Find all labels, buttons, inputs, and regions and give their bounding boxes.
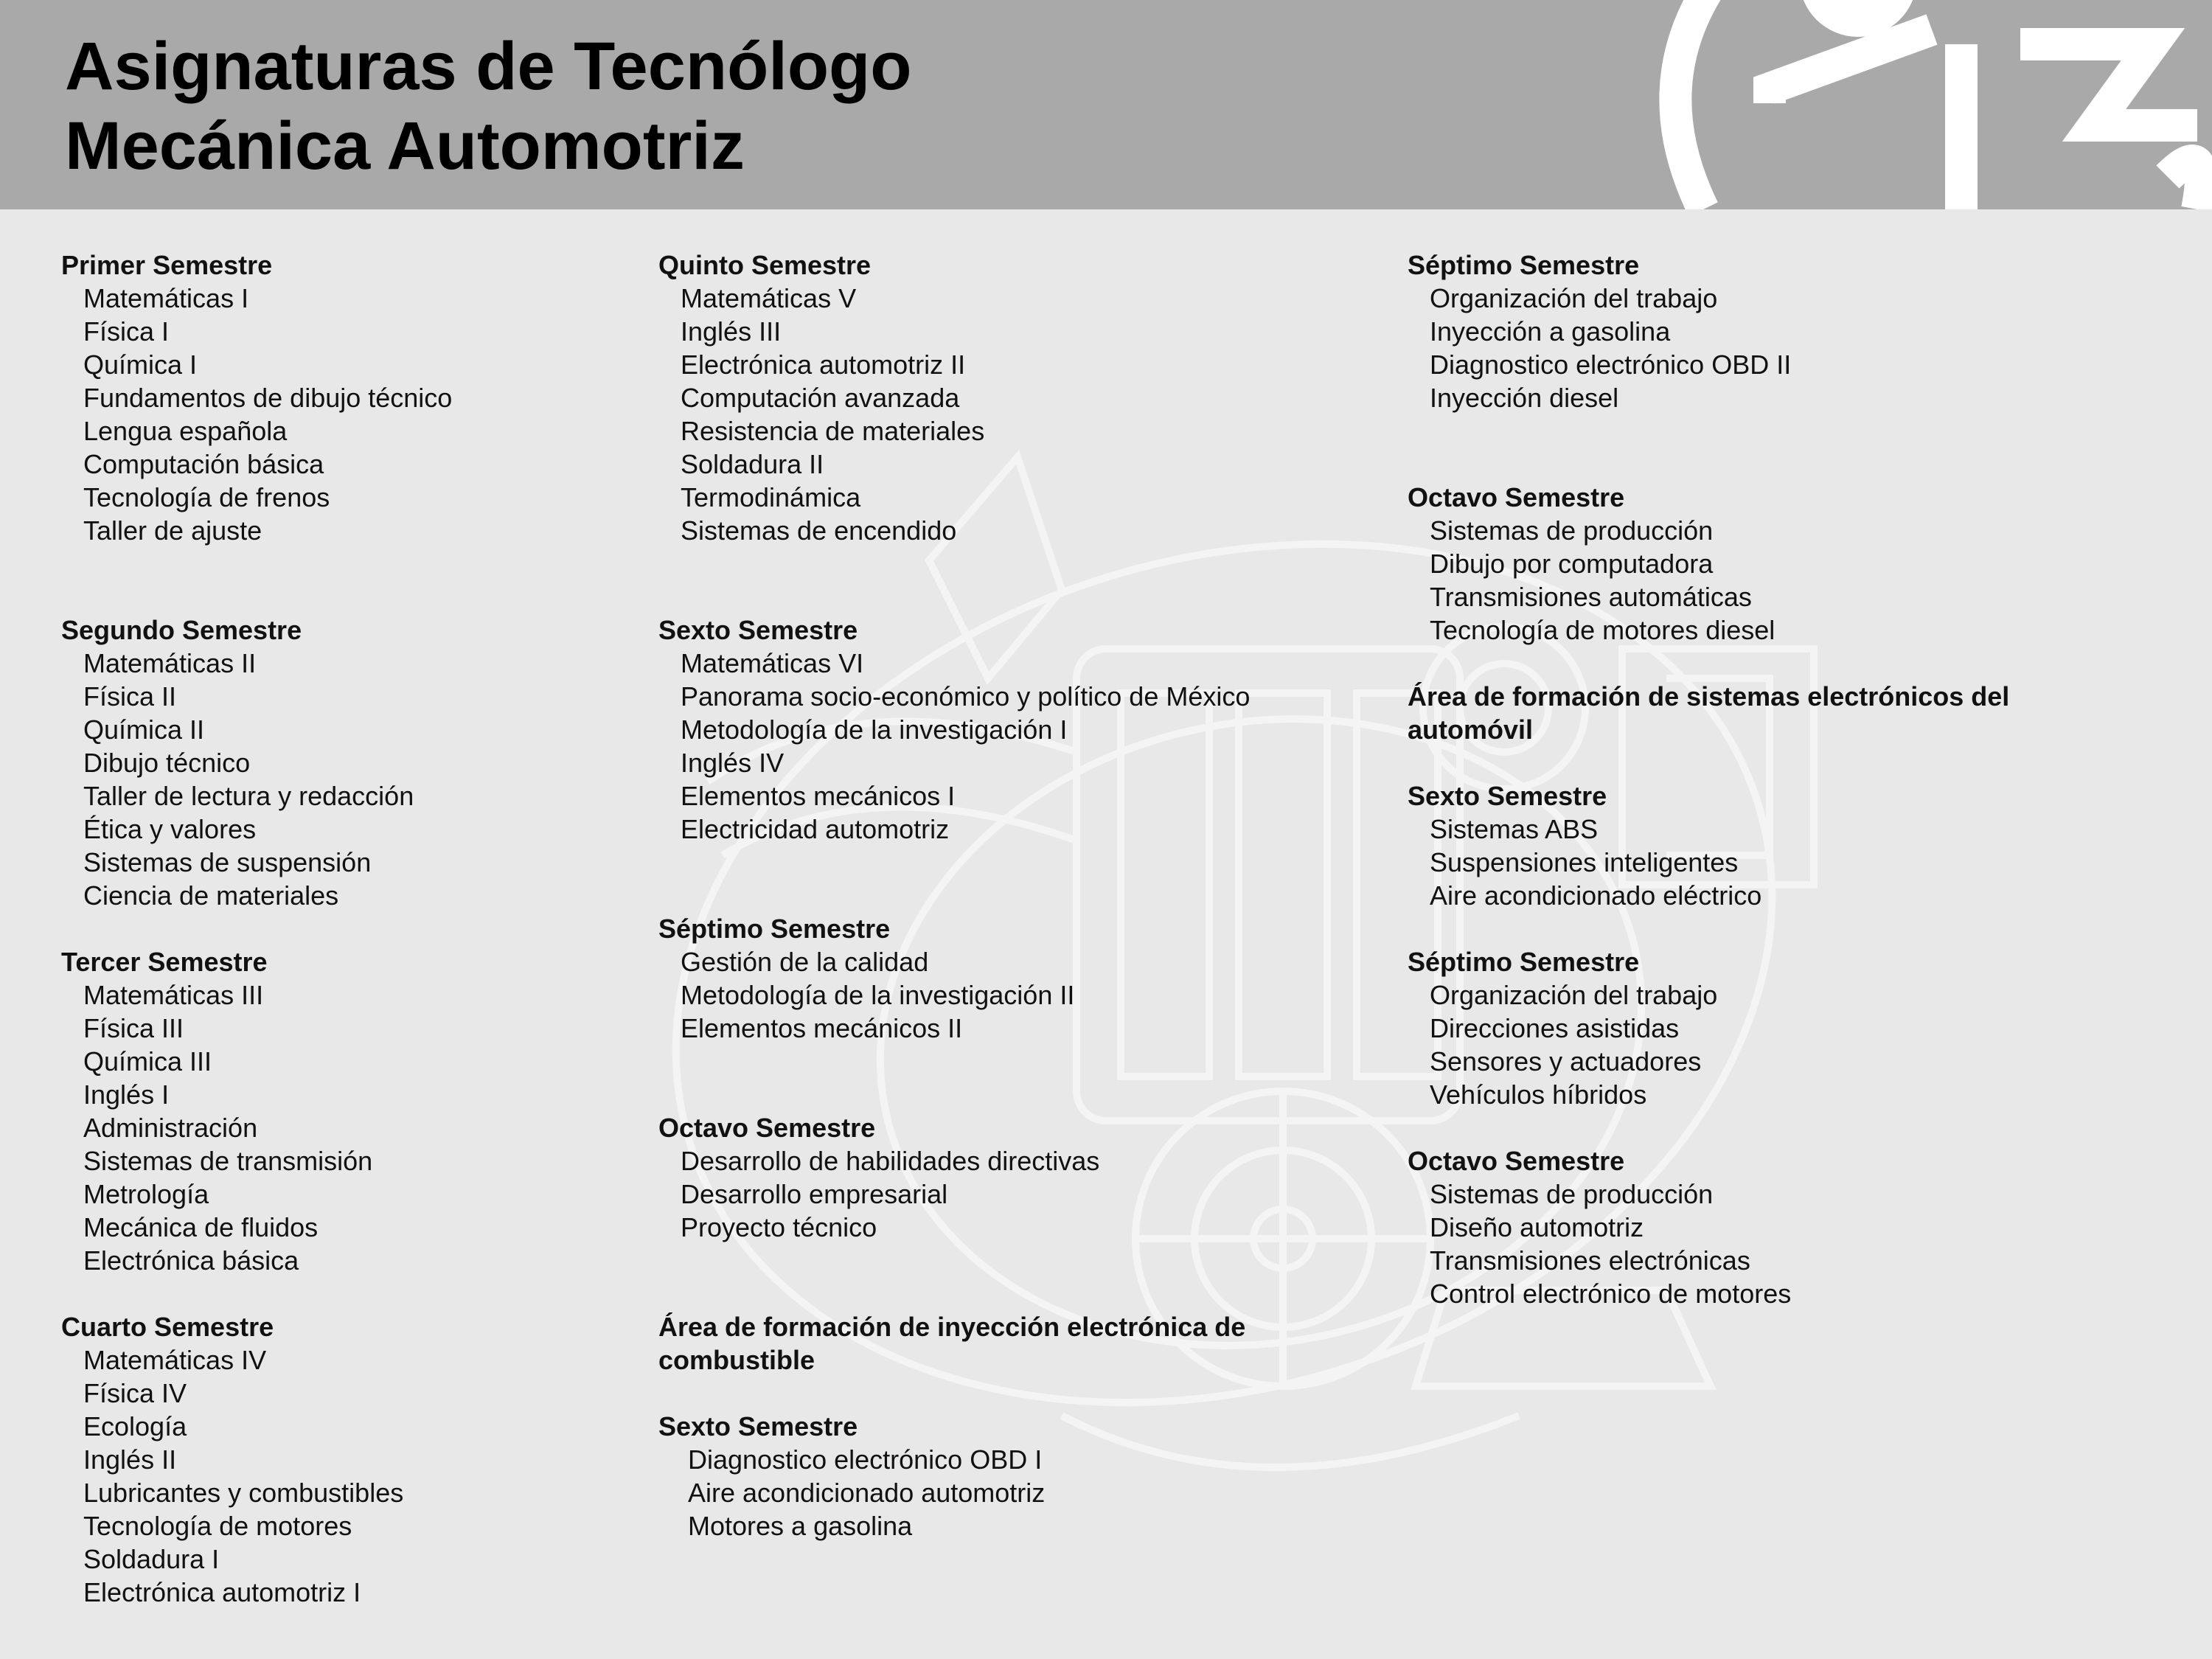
- column-2: [658, 248, 1396, 1543]
- subject-item: Química I: [83, 349, 198, 380]
- column-3: [1408, 248, 2145, 1310]
- subject-list: [1408, 282, 2145, 414]
- subject-item: Mecánica de fluidos: [83, 1212, 319, 1242]
- subject-item: Transmisiones automáticas: [1430, 582, 1752, 612]
- area-semester-8-section: [1408, 1144, 2145, 1310]
- subject-item: Matemáticas I: [83, 283, 249, 313]
- subject-item: Física II: [83, 681, 177, 712]
- semester-7-section: [658, 912, 1396, 1045]
- institution-logo-icon: [1548, 0, 2212, 209]
- subject-item: Desarrollo empresarial: [681, 1179, 948, 1209]
- subject-item: Sistemas de encendido: [681, 515, 957, 546]
- subject-list: [1408, 514, 2145, 647]
- section-heading: Sexto Semestre: [1408, 781, 1607, 811]
- page-title: [65, 27, 911, 186]
- subject-item: Sistemas de transmisión: [83, 1146, 373, 1176]
- section-heading: Séptimo Semestre: [658, 914, 891, 944]
- subject-item: Electrónica automotriz II: [681, 349, 966, 380]
- subject-list: [658, 647, 1396, 846]
- subject-item: Electricidad automotriz: [681, 814, 950, 844]
- subject-item: Matemáticas V: [681, 283, 857, 313]
- subject-item: Diseño automotriz: [1430, 1212, 1644, 1242]
- subject-item: Administración: [83, 1113, 258, 1143]
- subject-item: Lengua española: [83, 416, 288, 446]
- page-title-line-2: Mecánica Automotriz: [65, 108, 745, 184]
- subject-list: [1408, 813, 2145, 912]
- subject-item: Tecnología de motores: [83, 1511, 352, 1541]
- subject-item: Metodología de la investigación II: [681, 980, 1075, 1010]
- subject-item: Inyección a gasolina: [1430, 316, 1671, 347]
- subject-item: Tecnología de frenos: [83, 482, 330, 512]
- subject-item: Transmisiones electrónicas: [1430, 1245, 1750, 1276]
- subject-item: Tecnología de motores diesel: [1430, 615, 1775, 645]
- subject-item: Sistemas de producción: [1430, 1179, 1714, 1209]
- subject-item: Computación básica: [83, 449, 324, 479]
- semester-8-section: [658, 1111, 1396, 1244]
- semester-3-section: [61, 945, 636, 1277]
- subject-item: Matemáticas II: [83, 648, 257, 678]
- subject-list: [658, 1144, 1396, 1244]
- subject-item: Metrología: [83, 1179, 209, 1209]
- subject-item: Elementos mecánicos I: [681, 781, 956, 811]
- subject-item: Dibujo por computadora: [1430, 549, 1714, 579]
- subject-item: Inglés IV: [681, 748, 785, 778]
- subject-item: Física I: [83, 316, 170, 347]
- subject-list: [61, 1343, 636, 1609]
- subject-item: Organización del trabajo: [1430, 980, 1718, 1010]
- subject-item: Control electrónico de motores: [1430, 1279, 1792, 1309]
- subject-item: Electrónica básica: [83, 1245, 299, 1276]
- subject-item: Sistemas de suspensión: [83, 847, 372, 877]
- section-heading: Octavo Semestre: [658, 1113, 876, 1143]
- subject-item: Física III: [83, 1013, 184, 1043]
- subject-item: Aire acondicionado automotriz: [688, 1478, 1046, 1508]
- area-semester-6-section: [1408, 779, 2145, 912]
- subject-list: [1408, 1178, 2145, 1310]
- subject-item: Fundamentos de dibujo técnico: [83, 383, 453, 413]
- subject-item: Inglés II: [83, 1444, 177, 1475]
- subject-item: Química III: [83, 1046, 212, 1077]
- section-heading: Cuarto Semestre: [61, 1312, 274, 1342]
- section-heading: Octavo Semestre: [1408, 1146, 1625, 1176]
- subject-item: Vehículos híbridos: [1430, 1079, 1647, 1110]
- subject-item: Computación avanzada: [681, 383, 960, 413]
- semester-2-section: [61, 613, 636, 912]
- subject-item: Taller de lectura y redacción: [83, 781, 414, 811]
- section-heading: Octavo Semestre: [1408, 482, 1625, 512]
- semester-6-section: [658, 613, 1396, 846]
- semester-5-section: [658, 248, 1396, 547]
- subject-item: Diagnostico electrónico OBD II: [1430, 349, 1792, 380]
- subject-item: Soldadura I: [83, 1544, 220, 1574]
- subject-item: Resistencia de materiales: [681, 416, 985, 446]
- subject-list: [61, 978, 636, 1277]
- subject-item: Ciencia de materiales: [83, 880, 339, 911]
- area-semester-6-section: [658, 1410, 1396, 1543]
- subject-list: [658, 945, 1396, 1045]
- subject-item: Soldadura II: [681, 449, 824, 479]
- subject-item: Física IV: [83, 1378, 187, 1408]
- subject-item: Ética y valores: [83, 814, 257, 844]
- header-banner: [0, 0, 2212, 209]
- subject-item: Taller de ajuste: [83, 515, 262, 546]
- section-heading: Quinto Semestre: [658, 250, 872, 280]
- subject-list: [658, 282, 1396, 547]
- subject-item: Direcciones asistidas: [1430, 1013, 1680, 1043]
- subject-item: Desarrollo de habilidades directivas: [681, 1146, 1100, 1176]
- subject-item: Sistemas de producción: [1430, 515, 1714, 546]
- section-heading: Tercer Semestre: [61, 947, 268, 977]
- subject-item: Lubricantes y combustibles: [83, 1478, 404, 1508]
- page-title-line-1: Asignaturas de Tecnólogo: [65, 29, 912, 104]
- section-heading: Sexto Semestre: [658, 615, 858, 645]
- section-heading: Séptimo Semestre: [1408, 250, 1640, 280]
- subject-item: Termodinámica: [681, 482, 861, 512]
- area-semester-7-section: [1408, 945, 2145, 1111]
- subject-item: Inglés III: [681, 316, 782, 347]
- subject-item: Matemáticas III: [83, 980, 264, 1010]
- semester-4-section: [61, 1310, 636, 1609]
- subject-list: [1408, 978, 2145, 1111]
- semester-8-section: [1408, 481, 2145, 647]
- area-heading-injection: Área de formación de inyección electrónica de combustible: [658, 1312, 1246, 1375]
- subject-item: Elementos mecánicos II: [681, 1013, 963, 1043]
- subject-list: [61, 282, 636, 547]
- subject-item: Sensores y actuadores: [1430, 1046, 1702, 1077]
- subject-item: Gestión de la calidad: [681, 947, 929, 977]
- area-heading-electronics: Área de formación de sistemas electrónicos del automóvil: [1408, 681, 2010, 745]
- subject-item: Metodología de la investigación I: [681, 714, 1068, 745]
- section-heading: Séptimo Semestre: [1408, 947, 1640, 977]
- subject-item: Química II: [83, 714, 205, 745]
- subject-item: Motores a gasolina: [688, 1511, 913, 1541]
- subject-item: Matemáticas VI: [681, 648, 864, 678]
- subject-item: Dibujo técnico: [83, 748, 251, 778]
- semester-1-section: [61, 248, 636, 547]
- section-heading: Segundo Semestre: [61, 615, 302, 645]
- subject-item: Inglés I: [83, 1079, 170, 1110]
- subject-item: Panorama socio-económico y político de México: [681, 681, 1251, 712]
- subject-item: Matemáticas IV: [83, 1345, 267, 1375]
- subject-item: Sistemas ABS: [1430, 814, 1599, 844]
- subject-item: Inyección diesel: [1430, 383, 1619, 413]
- subject-item: Aire acondicionado eléctrico: [1430, 880, 1762, 911]
- column-1: [61, 248, 636, 1609]
- subject-item: Suspensiones inteligentes: [1430, 847, 1739, 877]
- subject-list: [61, 647, 636, 912]
- section-heading: Primer Semestre: [61, 250, 273, 280]
- subject-item: Ecología: [83, 1411, 187, 1441]
- subject-item: Proyecto técnico: [681, 1212, 877, 1242]
- subject-item: Diagnostico electrónico OBD I: [688, 1444, 1043, 1475]
- subject-item: Electrónica automotriz I: [83, 1577, 361, 1607]
- section-heading: Sexto Semestre: [658, 1411, 858, 1441]
- subject-item: Organización del trabajo: [1430, 283, 1718, 313]
- subject-list: [658, 1443, 1396, 1543]
- semester-7-section: [1408, 248, 2145, 414]
